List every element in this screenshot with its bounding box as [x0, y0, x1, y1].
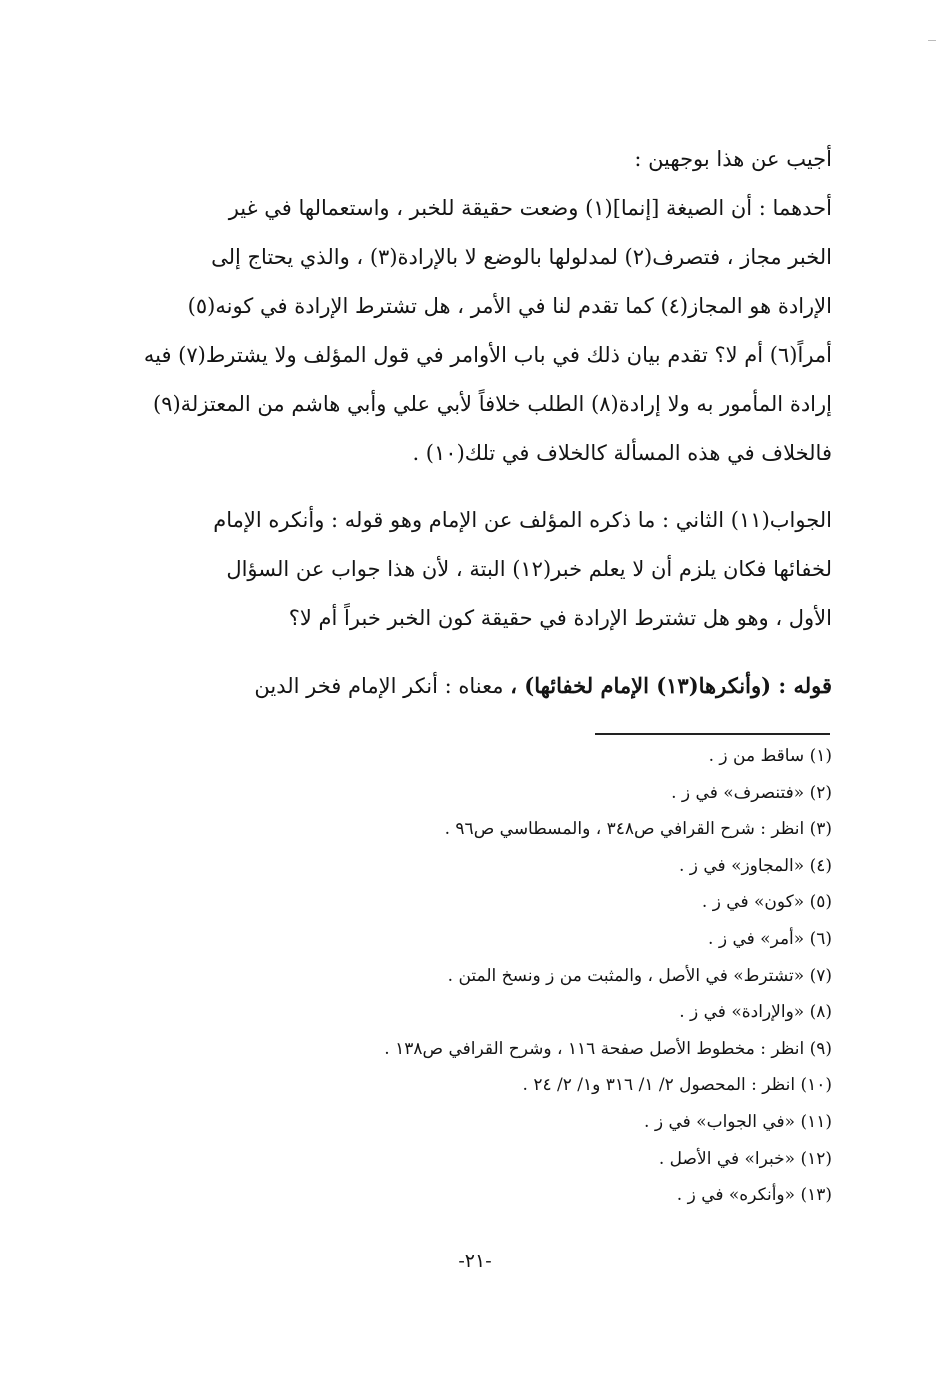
quoted-phrase: قوله : (وأنكرها(١٣) الإمام لخفائها) ،	[510, 673, 832, 698]
text-line: أجيب عن هذا بوجهين :	[634, 147, 832, 171]
text-line: أمراً(٦) أم لا؟ تقدم بيان ذلك في باب الأوامر في قول المؤلف ولا يشترط(٧) فيه	[143, 343, 832, 367]
footnote: (١١) «في الجواب» في ز .	[644, 1111, 832, 1132]
text-line: لخفائها فكان يلزم أن لا يعلم خبر(١٢) البتة ، لأن هذا جواب عن السؤال	[226, 557, 832, 581]
footnote: (٦) «أمر» في ز .	[708, 928, 832, 949]
footnote-separator	[595, 733, 830, 735]
text-line: الأول ، وهو هل تشترط الإرادة في حقيقة كون الخبر خبراً أم لا؟	[288, 606, 832, 630]
footnotes	[112, 738, 832, 1214]
footnote: (١٠) انظر : المحصول ٢/ ١/ ٣١٦ و١/ ٢/ ٢٤ .	[522, 1075, 832, 1096]
footnote: (١٣) «وأنكره» في ز .	[676, 1185, 832, 1206]
main-text	[120, 135, 832, 710]
text-line: الخبر مجاز ، فتصرف(٢) لمدلولها بالوضع لا بالإرادة(٣) ، والذي يحتاج إلى	[211, 245, 832, 269]
text-line	[120, 661, 832, 710]
footnote: (٣) انظر : شرح القرافي ص٣٤٨ ، والمسطاسي ص٩٦ .	[444, 819, 832, 840]
text-line: الجواب(١١) الثاني : ما ذكره المؤلف عن الإمام وهو قوله : وأنكره الإمام	[213, 508, 832, 532]
paragraph-gap	[120, 643, 832, 661]
footnote: (٩) انظر : مخطوط الأصل صفحة ١١٦ ، وشرح القرافي ص١٣٨ .	[384, 1038, 832, 1059]
footnote: (٤) «المجاوز» في ز .	[678, 855, 832, 876]
paragraph-gap	[120, 478, 832, 496]
text-line: الإرادة هو المجاز(٤) كما تقدم لنا في الأمر ، هل تشترط الإرادة في كونه(٥)	[187, 294, 832, 318]
footnote: (١٢) «خبرا» في الأصل .	[658, 1148, 832, 1169]
footnote: (٢) «فتنصرف» في ز .	[671, 782, 832, 803]
scan-mark	[928, 40, 936, 41]
page-number: -٢١-	[458, 1250, 492, 1272]
footnote: (٧) «تشترط» في الأصل ، والمثبت من ز ونسخ المتن .	[447, 965, 832, 986]
commentary-text: معناه : أنكر الإمام فخر الدين	[254, 674, 511, 698]
footnote: (٨) «والإرادة» في ز .	[679, 1002, 832, 1023]
footnote: (٥) «كون» في ز .	[701, 892, 832, 913]
footnote: (١) ساقط من ز .	[708, 746, 832, 766]
text-line: أحدهما : أن الصيغة [إنما](١) وضعت حقيقة للخبر ، واستعمالها في غير	[228, 196, 832, 220]
text-line: فالخلاف في هذه المسألة كالخلاف في تلك(١٠) .	[412, 441, 832, 465]
text-line: إرادة المأمور به ولا إرادة(٨) الطلب خلافاً لأبي علي وأبي هاشم من المعتزلة(٩)	[152, 392, 832, 416]
